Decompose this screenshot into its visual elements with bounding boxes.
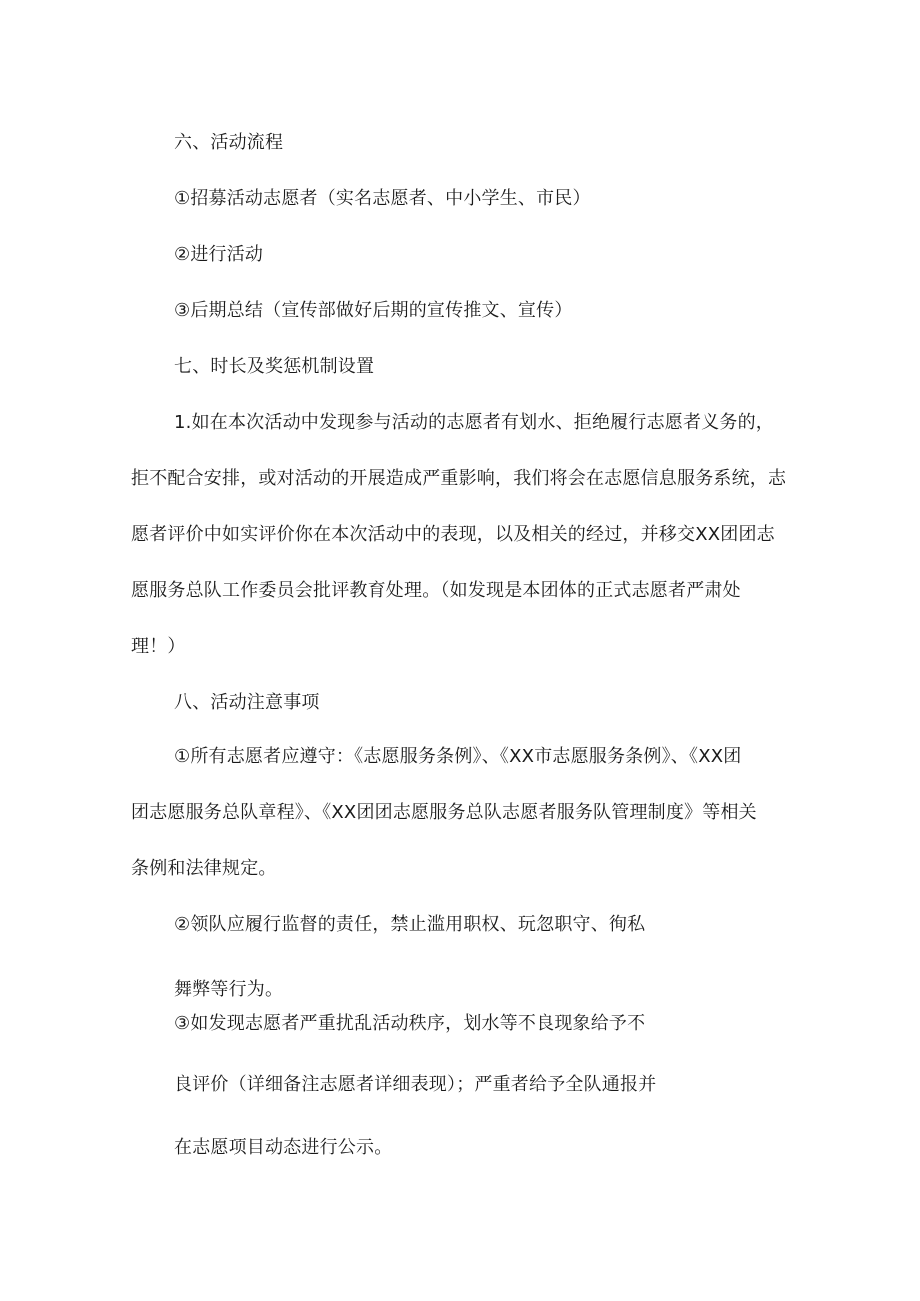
section8-item2-line-1: ②领队应履行监督的责任，禁止滥用职权、玩忽职守、徇私 bbox=[174, 914, 646, 935]
section8-item2-line-2: 舞弊等行为。 bbox=[174, 979, 284, 1000]
section7-paragraph-line-5: 理！） bbox=[131, 636, 186, 657]
section8-item1-line-3: 条例和法律规定。 bbox=[131, 858, 277, 879]
section6-heading: 六、活动流程 bbox=[174, 132, 284, 153]
section6-item-3: ③后期总结（宣传部做好后期的宣传推文、宣传） bbox=[174, 300, 573, 321]
section7-paragraph-line-2: 拒不配合安排，或对活动的开展造成严重影响，我们将会在志愿信息服务系统，志 bbox=[131, 468, 787, 489]
section8-item1-line-2: 团志愿服务总队章程》、《XX团团志愿服务总队志愿者服务队管理制度》等相关 bbox=[131, 802, 757, 823]
section8-heading: 八、活动注意事项 bbox=[174, 692, 320, 713]
section6-item-2: ②进行活动 bbox=[174, 244, 264, 265]
section8-item3-line-2: 良评价（详细备注志愿者详细表现）；严重者给予全队通报并 bbox=[174, 1074, 657, 1095]
section7-paragraph-line-4: 愿服务总队工作委员会批评教育处理。（如发现是本团体的正式志愿者严肃处 bbox=[131, 580, 741, 601]
section7-paragraph-line-1: 1.如在本次活动中发现参与活动的志愿者有划水、拒绝履行志愿者义务的， bbox=[174, 412, 774, 433]
section7-paragraph-line-3: 愿者评价中如实评价你在本次活动中的表现，以及相关的经过，并移交XX团团志 bbox=[131, 524, 775, 545]
section7-heading: 七、时长及奖惩机制设置 bbox=[174, 356, 375, 377]
section6-item-1: ①招募活动志愿者（实名志愿者、中小学生、市民） bbox=[174, 188, 591, 209]
section8-item3-line-3: 在志愿项目动态进行公示。 bbox=[174, 1137, 393, 1158]
section8-item3-line-1: ③如发现志愿者严重扰乱活动秩序，划水等不良现象给予不 bbox=[174, 1013, 646, 1034]
section8-item1-line-1: ①所有志愿者应遵守：《志愿服务条例》、《XX市志愿服务条例》、《XX团 bbox=[174, 746, 742, 767]
